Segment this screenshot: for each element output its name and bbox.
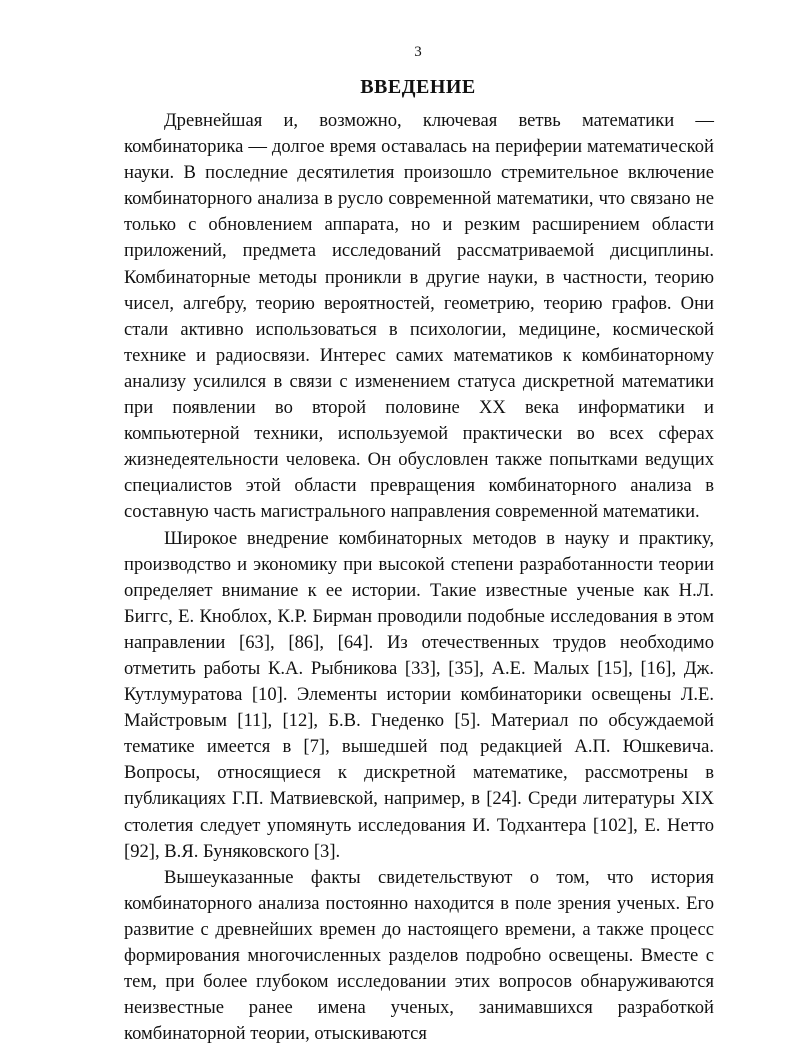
paragraph-3: Вышеуказанные факты свидетельствуют о том, что история комбинаторного анализа постоянно находится в поле зрения ученых. Его развитие с древнейших времен до настоящего времени, а также процесс формирования многочисленных разделов подробно освещены. Вместе с тем, при более глубоком исследовании этих вопросов обнаруживаются неизвестные ранее имена ученых, занимавшихся разработкой комбинаторной теории, отыскиваются (124, 866, 714, 1045)
paragraph-2: Широкое внедрение комбинаторных методов в науку и практику, производство и экономику при высокой степени разработанности теории определяет внимание к ее истории. Такие известные ученые как Н.Л. Биггс, Е. Кноблох, К.Р. Бирман проводили подобные исследования в этом направлении [63], [86], [64]. Из отечественных трудов необходимо отметить работы К.А. Рыбникова [33], [35], А.Е. Малых [15], [16], Дж. Кутлумуратова [10]. Элементы истории комбинаторики освещены Л.Е. Майстровым [11], [12], Б.В. Гнеденко [5]. Материал по обсуждаемой тематике имеется в [7], вышедшей под редакцией А.П. Юшкевича. Вопросы, относящиеся к дискретной математике, рассмотрены в публикациях Г.П. Матвиевской, например, в [24]. Среди литературы XIX столетия следует упомянуть исследования И. Тодхантера [102], Е. Нетто [92], В.Я. Буняковского [3]. (124, 527, 714, 862)
body-text (124, 108, 714, 1047)
paragraph-1: Древнейшая и, возможно, ключевая ветвь математики — комбинаторика — долгое время оставалась на периферии математической науки. В последние десятилетия произошло стремительное включение комбинаторного анализа в русло современной математики, что связано не только с обновлением аппарата, но и резким расширением области приложений, предмета исследований рассматриваемой дисциплины. Комбинаторные методы проникли в другие науки, в частности, теорию чисел, алгебру, теорию вероятностей, геометрию, теорию графов. Они стали активно использоваться в психологии, медицине, космической технике и радиосвязи. Интерес самих математиков к комбинаторному анализу усилился в связи с изменением статуса дискретной математики при появлении во второй половине XX века информатики и компьютерной техники, используемой практически во всех сферах жизнедеятельности человека. Он обусловлен также попытками ведущих специалистов этой области превращения комбинаторного анализа в составную часть магистрального направления современной математики. (124, 110, 714, 523)
page-number: 3 (414, 44, 422, 60)
section-heading: ВВЕДЕНИЕ (360, 76, 476, 98)
